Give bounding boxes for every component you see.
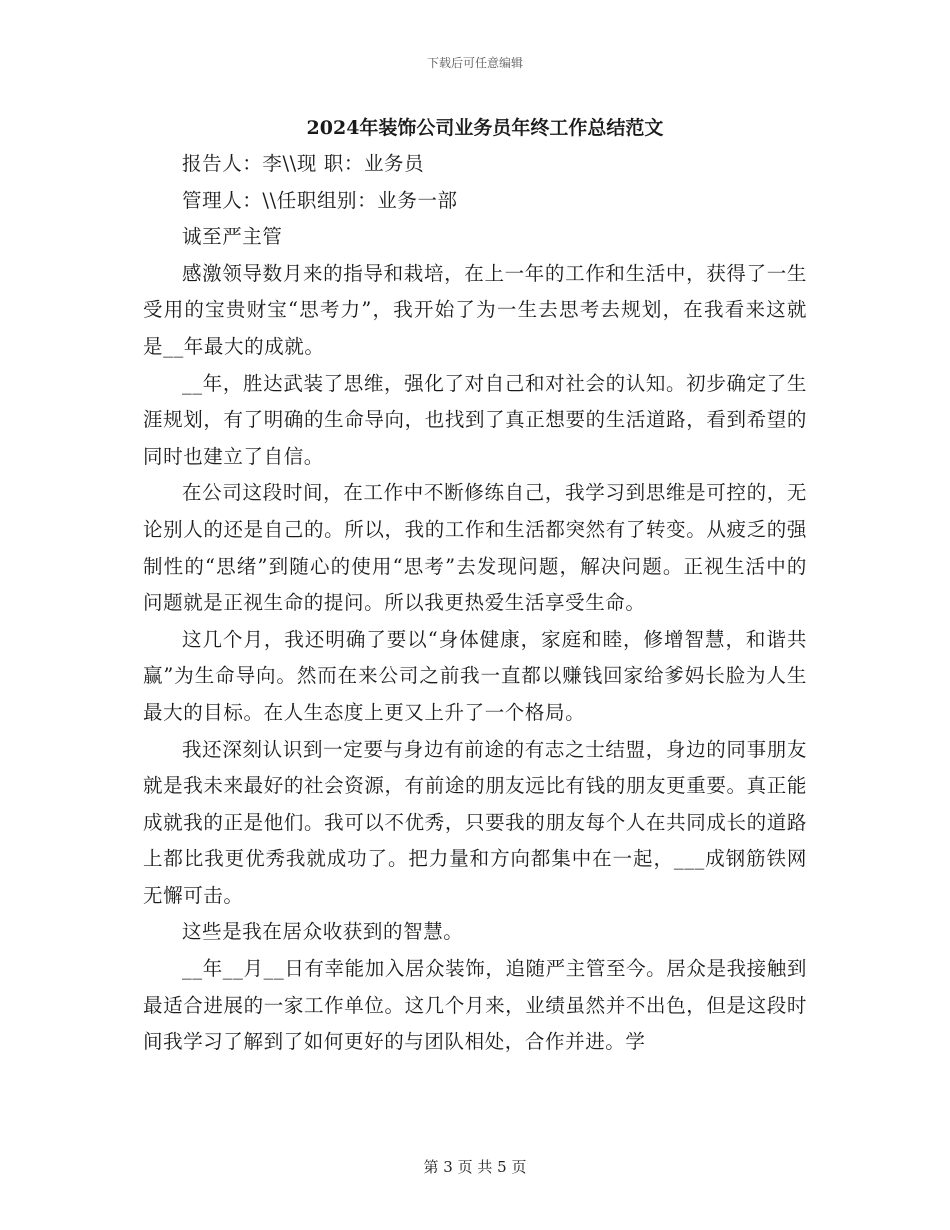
paragraph-gratitude: 感激领导数月来的指导和栽培，在上一年的工作和生活中，获得了一生受用的宝贵财宝“思考力”，我开始了为一生去思考去规划，在我看来这就是__年最大的成就。 [143, 261, 807, 358]
paragraph-company-time: 在公司这段时间，在工作中不断修练自己，我学习到思维是可控的，无论别人的还是自己的。所以，我的工作和生活都突然有了转变。从疲乏的强制性的“思绪”到随心的使用“思考”去发现问题，解决问题。正视生活中的问题就是正视生命的提问。所以我更热爱生活享受生命。 [143, 481, 807, 615]
document-body [143, 110, 807, 1061]
salutation: 诚至严主管 [182, 225, 283, 249]
paragraph-life-direction: 这几个月，我还明确了要以“身体健康，家庭和睦，修增智慧，和谐共赢”为生命导向。然而在来公司之前我一直都以赚钱回家给爹妈长脸为人生最大的目标。在人生态度上更又上升了一个格局。 [143, 627, 807, 724]
manager-line: 管理人：\\任职组别：业务一部 [182, 188, 458, 212]
paragraph-year-summary: __年，胜达武装了思维，强化了对自己和对社会的认知。初步确定了生涯规划，有了明确的生命导向，也找到了真正想要的生活道路，看到希望的同时也建立了自信。 [143, 371, 807, 468]
header-note: 下载后可任意编辑 [426, 56, 523, 70]
paragraph-wisdom: 这些是我在居众收获到的智慧。 [182, 920, 464, 944]
paragraph-alliance: 我还深刻认识到一定要与身边有前途的有志之士结盟，身边的同事朋友就是我未来最好的社会资源，有前途的朋友远比有钱的朋友更重要。真正能成就我的正是他们。我可以不优秀，只要我的朋友每个人在共同成长的道路上都比我更优秀我就成功了。把力量和方向都集中在一起，___成钢筋铁网无懈可击。 [143, 737, 807, 907]
paragraph-joining: __年__月__日有幸能加入居众装饰，追随严主管至今。居众是我接触到最适合进展的一家工作单位。这几个月来，业绩虽然并不出色，但是这段时间我学习了解到了如何更好的与团队相处，合作并进。学 [143, 957, 807, 1054]
page-number: 第 3 页 共 5 页 [423, 1158, 527, 1176]
reporter-line: 报告人：李\\现 职：业务员 [182, 152, 425, 175]
document-title: 2024年装饰公司业务员年终工作总结范文 [306, 117, 664, 139]
